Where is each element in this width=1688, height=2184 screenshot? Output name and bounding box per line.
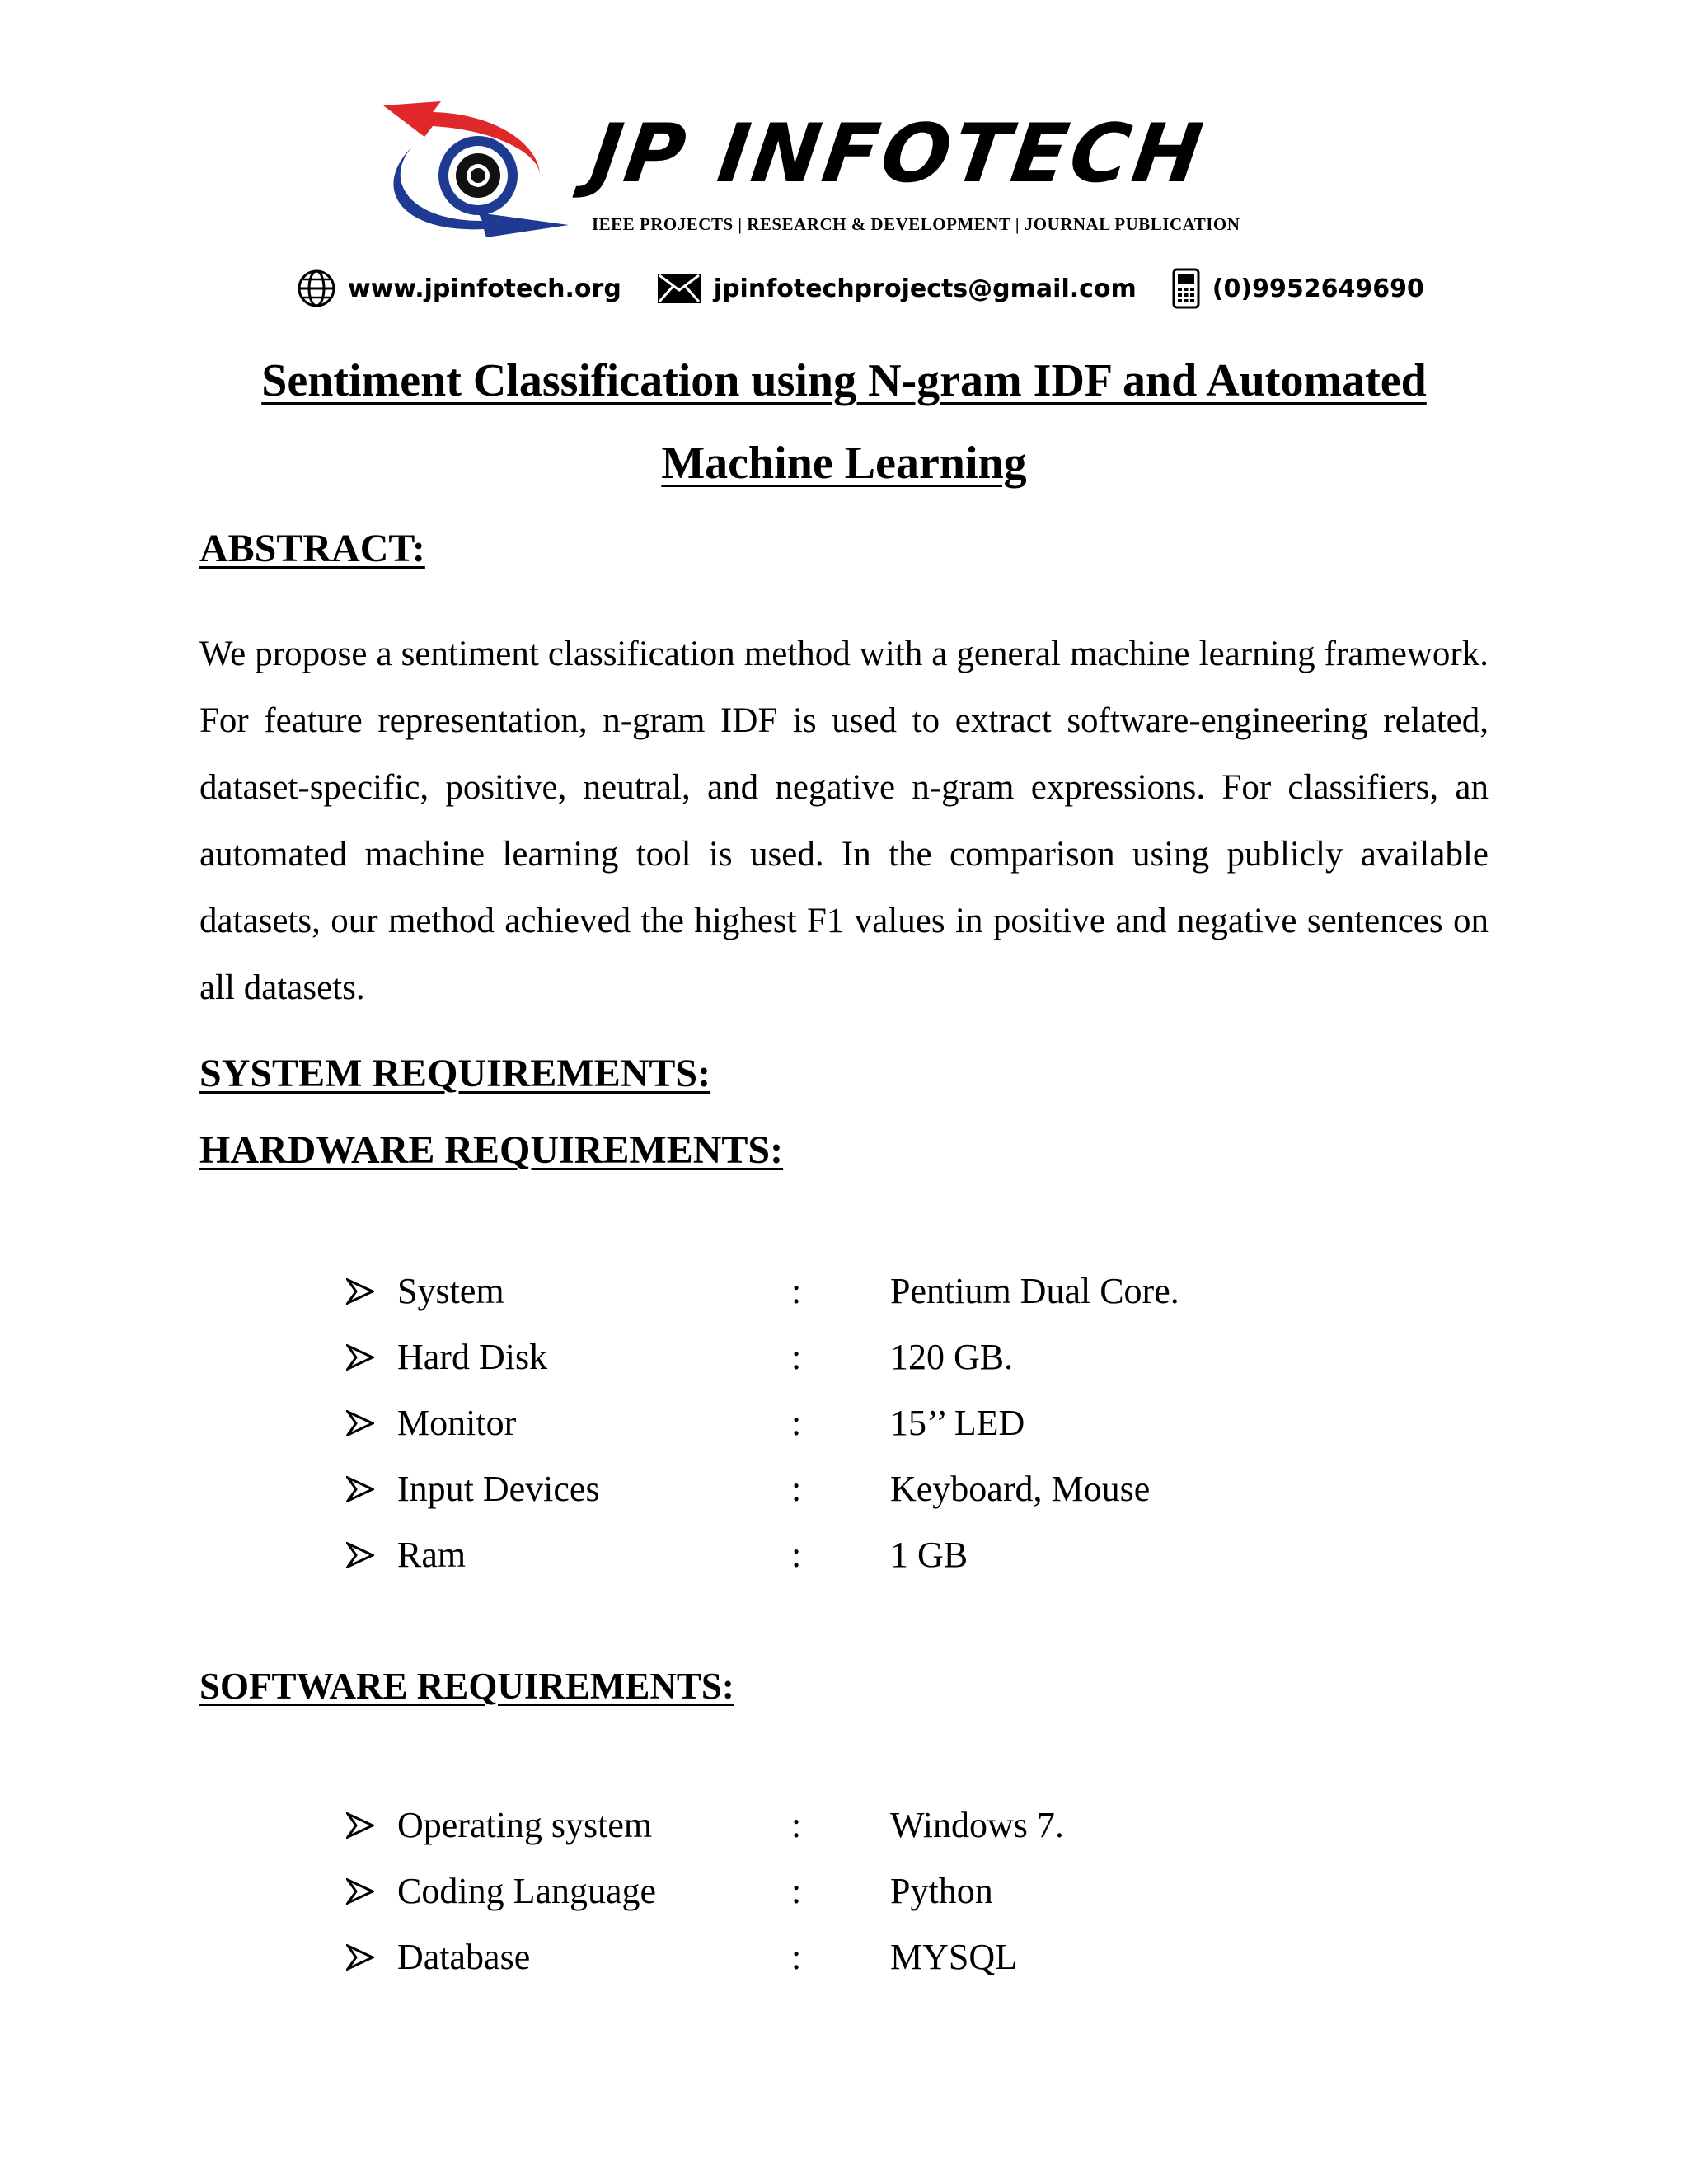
- contact-row: [297, 268, 1424, 309]
- list-item: [346, 1456, 1418, 1522]
- separator: :: [791, 1469, 802, 1509]
- phone-icon: [1171, 268, 1201, 309]
- phone-item: [1171, 268, 1424, 309]
- requirement-value: 120 GB.: [890, 1337, 1014, 1377]
- logo-swoosh-icon: [375, 97, 573, 237]
- phone-number[interactable]: (0)9952649690: [1212, 274, 1424, 303]
- document-title-line-2: Machine Learning: [661, 438, 1027, 489]
- requirement-label: System: [397, 1271, 504, 1311]
- list-item: [346, 1390, 1418, 1456]
- requirement-value: Keyboard, Mouse: [890, 1469, 1151, 1509]
- arrow-bullet-icon: [346, 1812, 374, 1839]
- website-link[interactable]: www.jpinfotech.org: [348, 274, 621, 303]
- requirement-value: Windows 7.: [890, 1805, 1064, 1845]
- abstract-text: We propose a sentiment classification method with a general machine learning framework. For feature representation, n-gram IDF is used to extract software-engineering related, dataset-specific, positive, neutral, and negative n-gram expressions. For classifiers, an automated machine learning tool is used. In the comparison using publicly available datasets, our method achieved the highest F1 values in positive and negative sentences on all datasets.: [199, 635, 1489, 1007]
- arrow-bullet-icon: [346, 1944, 374, 1971]
- list-item: [346, 1924, 1418, 1990]
- document-title-line-1: Sentiment Classification using N-gram IDF and Automated: [261, 355, 1427, 406]
- brand-tagline: IEEE PROJECTS | RESEARCH & DEVELOPMENT | JOURNAL PUBLICATION: [592, 214, 1240, 234]
- separator: :: [791, 1937, 802, 1977]
- requirement-value: Python: [890, 1871, 993, 1911]
- separator: :: [791, 1271, 802, 1311]
- globe-icon: [297, 269, 336, 308]
- letterhead: [0, 0, 1688, 330]
- requirement-label: Hard Disk: [397, 1337, 548, 1377]
- list-item: [346, 1324, 1418, 1390]
- separator: :: [791, 1403, 802, 1443]
- requirement-value: MYSQL: [890, 1937, 1018, 1977]
- hardware-requirements-list: [346, 1258, 1418, 1588]
- list-item: [346, 1793, 1418, 1858]
- website-item: [297, 269, 621, 308]
- requirement-value: Pentium Dual Core.: [890, 1271, 1179, 1311]
- arrow-bullet-icon: [346, 1410, 374, 1436]
- requirement-value: 1 GB: [890, 1535, 968, 1575]
- arrow-bullet-icon: [346, 1278, 374, 1305]
- list-item: [346, 1858, 1418, 1924]
- separator: :: [791, 1871, 802, 1911]
- requirement-value: 15’’ LED: [890, 1403, 1025, 1443]
- requirement-label: Ram: [397, 1535, 467, 1575]
- list-item: [346, 1258, 1418, 1324]
- software-requirements-heading: SOFTWARE REQUIREMENTS:: [199, 1666, 734, 1707]
- arrow-bullet-icon: [346, 1542, 374, 1568]
- hardware-requirements-heading: HARDWARE REQUIREMENTS:: [199, 1128, 784, 1172]
- arrow-bullet-icon: [346, 1344, 374, 1371]
- requirement-label: Operating system: [397, 1805, 653, 1845]
- arrow-bullet-icon: [346, 1476, 374, 1502]
- separator: :: [791, 1805, 802, 1845]
- abstract-heading: ABSTRACT:: [199, 527, 425, 570]
- software-requirements-list: [346, 1793, 1418, 1990]
- requirement-label: Coding Language: [397, 1871, 657, 1911]
- email-link[interactable]: jpinfotechprojects@gmail.com: [713, 274, 1137, 303]
- requirement-label: Input Devices: [397, 1469, 600, 1509]
- list-item: [346, 1522, 1418, 1588]
- system-requirements-heading: SYSTEM REQUIREMENTS:: [199, 1052, 711, 1095]
- requirement-label: Database: [397, 1937, 531, 1977]
- brand-name: JP INFOTECH: [584, 107, 1211, 201]
- requirement-label: Monitor: [397, 1403, 517, 1443]
- separator: :: [791, 1337, 802, 1377]
- separator: :: [791, 1535, 802, 1575]
- envelope-icon: [656, 272, 702, 305]
- arrow-bullet-icon: [346, 1878, 374, 1905]
- email-item: [656, 272, 1137, 305]
